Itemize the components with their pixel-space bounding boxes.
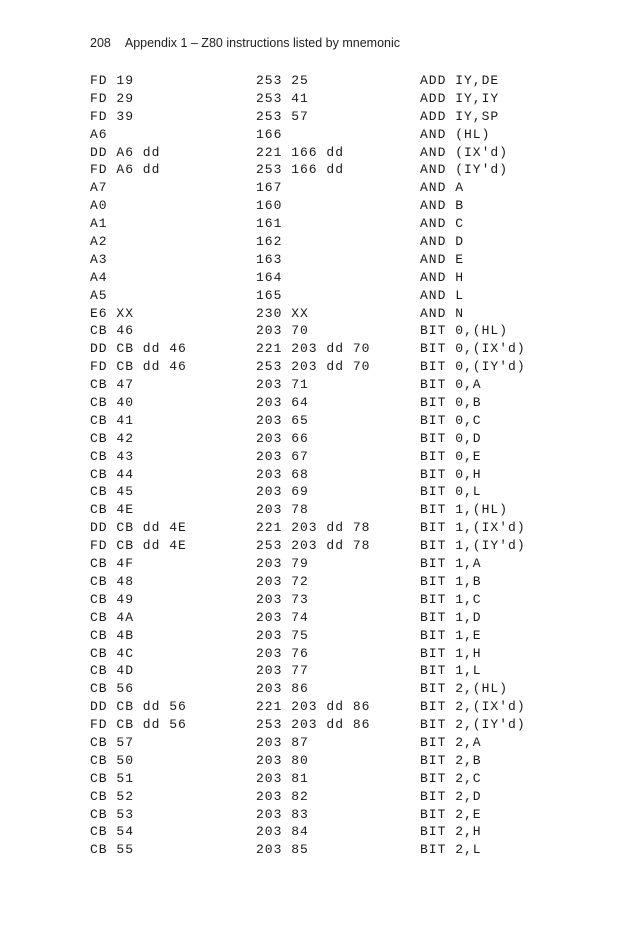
mnemonic-cell: BIT 0,(IY'd)	[420, 359, 526, 375]
decimal-code-cell: 221 203 dd 78	[256, 520, 371, 536]
table-row	[90, 555, 610, 573]
mnemonic-cell: AND D	[420, 234, 465, 250]
decimal-code-cell: 253 166 dd	[256, 162, 345, 178]
decimal-code-cell: 203 74	[256, 609, 309, 625]
mnemonic-cell: ADD IY,SP	[420, 108, 500, 124]
hex-code-cell: CB 54	[90, 824, 135, 840]
hex-code-cell: CB 42	[90, 430, 135, 446]
mnemonic-cell: BIT 0,C	[420, 412, 482, 428]
mnemonic-cell: BIT 2,(IX'd)	[420, 699, 526, 715]
table-row	[90, 519, 610, 537]
mnemonic-cell: BIT 1,(HL)	[420, 502, 509, 518]
hex-code-cell: CB 41	[90, 412, 135, 428]
hex-code-cell: DD A6 dd	[90, 144, 161, 160]
mnemonic-cell: BIT 2,H	[420, 824, 482, 840]
decimal-code-cell: 203 65	[256, 412, 309, 428]
table-row	[90, 233, 610, 251]
decimal-code-cell: 203 86	[256, 681, 309, 697]
mnemonic-cell: BIT 2,E	[420, 806, 482, 822]
hex-code-cell: FD 29	[90, 90, 135, 106]
hex-code-cell: CB 56	[90, 681, 135, 697]
mnemonic-cell: BIT 1,L	[420, 663, 482, 679]
mnemonic-cell: BIT 0,H	[420, 466, 482, 482]
table-row	[90, 448, 610, 466]
table-row	[90, 698, 610, 716]
decimal-code-cell: 203 64	[256, 395, 309, 411]
hex-code-cell: FD 39	[90, 108, 135, 124]
table-row	[90, 161, 610, 179]
hex-code-cell: CB 4C	[90, 645, 135, 661]
table-row	[90, 680, 610, 698]
table-row	[90, 412, 610, 430]
mnemonic-cell: AND E	[420, 251, 465, 267]
table-row	[90, 215, 610, 233]
hex-code-cell: DD CB dd 56	[90, 699, 187, 715]
page-number: 208	[90, 36, 111, 50]
hex-code-cell: A7	[90, 180, 108, 196]
decimal-code-cell: 161	[256, 216, 283, 232]
decimal-code-cell: 165	[256, 287, 283, 303]
hex-code-cell: A2	[90, 234, 108, 250]
mnemonic-cell: BIT 1,A	[420, 556, 482, 572]
mnemonic-cell: BIT 2,A	[420, 734, 482, 750]
hex-code-cell: FD CB dd 4E	[90, 538, 187, 554]
table-row	[90, 90, 610, 108]
table-row	[90, 287, 610, 305]
table-row	[90, 430, 610, 448]
table-row	[90, 305, 610, 323]
mnemonic-cell: AND N	[420, 305, 465, 321]
hex-code-cell: CB 40	[90, 395, 135, 411]
decimal-code-cell: 221 203 dd 86	[256, 699, 371, 715]
mnemonic-cell: BIT 0,(HL)	[420, 323, 509, 339]
table-row	[90, 662, 610, 680]
mnemonic-cell: AND A	[420, 180, 465, 196]
decimal-code-cell: 203 79	[256, 556, 309, 572]
table-row	[90, 376, 610, 394]
decimal-code-cell: 203 80	[256, 752, 309, 768]
decimal-code-cell: 203 69	[256, 484, 309, 500]
table-row	[90, 466, 610, 484]
hex-code-cell: A3	[90, 251, 108, 267]
mnemonic-cell: BIT 1,D	[420, 609, 482, 625]
hex-code-cell: CB 45	[90, 484, 135, 500]
mnemonic-cell: BIT 1,(IY'd)	[420, 538, 526, 554]
mnemonic-cell: BIT 2,L	[420, 842, 482, 858]
mnemonic-cell: BIT 0,A	[420, 377, 482, 393]
table-row	[90, 841, 610, 859]
hex-code-cell: DD CB dd 46	[90, 341, 187, 357]
decimal-code-cell: 221 166 dd	[256, 144, 345, 160]
hex-code-cell: A1	[90, 216, 108, 232]
decimal-code-cell: 203 75	[256, 627, 309, 643]
table-row	[90, 269, 610, 287]
table-row	[90, 144, 610, 162]
decimal-code-cell: 163	[256, 251, 283, 267]
mnemonic-cell: ADD IY,IY	[420, 90, 500, 106]
decimal-code-cell: 203 87	[256, 734, 309, 750]
table-row	[90, 645, 610, 663]
mnemonic-cell: BIT 2,(IY'd)	[420, 717, 526, 733]
decimal-code-cell: 203 76	[256, 645, 309, 661]
hex-code-cell: CB 4A	[90, 609, 135, 625]
hex-code-cell: CB 47	[90, 377, 135, 393]
table-row	[90, 340, 610, 358]
mnemonic-cell: BIT 2,C	[420, 770, 482, 786]
hex-code-cell: A5	[90, 287, 108, 303]
table-row	[90, 501, 610, 519]
table-row	[90, 806, 610, 824]
decimal-code-cell: 221 203 dd 70	[256, 341, 371, 357]
mnemonic-cell: BIT 1,B	[420, 573, 482, 589]
hex-code-cell: CB 4E	[90, 502, 135, 518]
table-row	[90, 788, 610, 806]
table-row	[90, 627, 610, 645]
mnemonic-cell: AND L	[420, 287, 465, 303]
hex-code-cell: FD 19	[90, 73, 135, 88]
table-row	[90, 179, 610, 197]
table-row	[90, 573, 610, 591]
hex-code-cell: E6 XX	[90, 305, 135, 321]
decimal-code-cell: 166	[256, 126, 283, 142]
decimal-code-cell: 203 77	[256, 663, 309, 679]
mnemonic-cell: AND C	[420, 216, 465, 232]
table-row	[90, 752, 610, 770]
hex-code-cell: CB 44	[90, 466, 135, 482]
mnemonic-cell: AND H	[420, 269, 465, 285]
mnemonic-cell: BIT 0,B	[420, 395, 482, 411]
decimal-code-cell: 253 41	[256, 90, 309, 106]
decimal-code-cell: 203 83	[256, 806, 309, 822]
mnemonic-cell: BIT 2,D	[420, 788, 482, 804]
hex-code-cell: CB 52	[90, 788, 135, 804]
table-row	[90, 108, 610, 126]
decimal-code-cell: 203 68	[256, 466, 309, 482]
mnemonic-cell: BIT 1,E	[420, 627, 482, 643]
table-row	[90, 394, 610, 412]
decimal-code-cell: 167	[256, 180, 283, 196]
hex-code-cell: CB 4B	[90, 627, 135, 643]
mnemonic-cell: AND (IY'd)	[420, 162, 509, 178]
hex-code-cell: CB 4D	[90, 663, 135, 679]
table-row	[90, 591, 610, 609]
table-row	[90, 609, 610, 627]
decimal-code-cell: 203 81	[256, 770, 309, 786]
mnemonic-cell: BIT 2,(HL)	[420, 681, 509, 697]
mnemonic-cell: AND B	[420, 198, 465, 214]
decimal-code-cell: 162	[256, 234, 283, 250]
decimal-code-cell: 253 203 dd 70	[256, 359, 371, 375]
hex-code-cell: A4	[90, 269, 108, 285]
mnemonic-cell: BIT 1,H	[420, 645, 482, 661]
hex-code-cell: CB 53	[90, 806, 135, 822]
mnemonic-cell: BIT 0,D	[420, 430, 482, 446]
mnemonic-cell: ADD IY,DE	[420, 73, 500, 88]
mnemonic-cell: BIT 1,C	[420, 591, 482, 607]
mnemonic-cell: BIT 0,E	[420, 448, 482, 464]
decimal-code-cell: 203 82	[256, 788, 309, 804]
decimal-code-cell: 253 203 dd 78	[256, 538, 371, 554]
table-row	[90, 734, 610, 752]
table-row	[90, 126, 610, 144]
decimal-code-cell: 203 67	[256, 448, 309, 464]
decimal-code-cell: 203 73	[256, 591, 309, 607]
hex-code-cell: A0	[90, 198, 108, 214]
decimal-code-cell: 203 85	[256, 842, 309, 858]
hex-code-cell: CB 50	[90, 752, 135, 768]
table-row	[90, 72, 610, 90]
table-row	[90, 483, 610, 501]
hex-code-cell: FD CB dd 56	[90, 717, 187, 733]
decimal-code-cell: 203 70	[256, 323, 309, 339]
hex-code-cell: CB 43	[90, 448, 135, 464]
table-row	[90, 322, 610, 340]
hex-code-cell: DD CB dd 4E	[90, 520, 187, 536]
mnemonic-cell: AND (IX'd)	[420, 144, 509, 160]
decimal-code-cell: 253 203 dd 86	[256, 717, 371, 733]
table-row	[90, 358, 610, 376]
hex-code-cell: A6	[90, 126, 108, 142]
decimal-code-cell: 253 57	[256, 108, 309, 124]
table-row	[90, 251, 610, 269]
page-header	[90, 36, 610, 50]
decimal-code-cell: 203 84	[256, 824, 309, 840]
decimal-code-cell: 164	[256, 269, 283, 285]
mnemonic-cell: BIT 0,(IX'd)	[420, 341, 526, 357]
mnemonic-cell: AND (HL)	[420, 126, 491, 142]
decimal-code-cell: 203 78	[256, 502, 309, 518]
hex-code-cell: CB 49	[90, 591, 135, 607]
table-row	[90, 197, 610, 215]
hex-code-cell: CB 55	[90, 842, 135, 858]
decimal-code-cell: 203 71	[256, 377, 309, 393]
decimal-code-cell: 230 XX	[256, 305, 309, 321]
table-row	[90, 770, 610, 788]
hex-code-cell: FD A6 dd	[90, 162, 161, 178]
hex-code-cell: CB 57	[90, 734, 135, 750]
table-row	[90, 823, 610, 841]
table-row	[90, 537, 610, 555]
decimal-code-cell: 253 25	[256, 73, 309, 88]
mnemonic-cell: BIT 1,(IX'd)	[420, 520, 526, 536]
mnemonic-cell: BIT 2,B	[420, 752, 482, 768]
decimal-code-cell: 203 72	[256, 573, 309, 589]
mnemonic-cell: BIT 0,L	[420, 484, 482, 500]
hex-code-cell: CB 51	[90, 770, 135, 786]
decimal-code-cell: 160	[256, 198, 283, 214]
hex-code-cell: CB 46	[90, 323, 135, 339]
hex-code-cell: CB 48	[90, 573, 135, 589]
decimal-code-cell: 203 66	[256, 430, 309, 446]
hex-code-cell: FD CB dd 46	[90, 359, 187, 375]
instruction-table	[90, 72, 610, 859]
hex-code-cell: CB 4F	[90, 556, 135, 572]
page-title: Appendix 1 – Z80 instructions listed by mnemonic	[124, 36, 400, 50]
table-row	[90, 716, 610, 734]
